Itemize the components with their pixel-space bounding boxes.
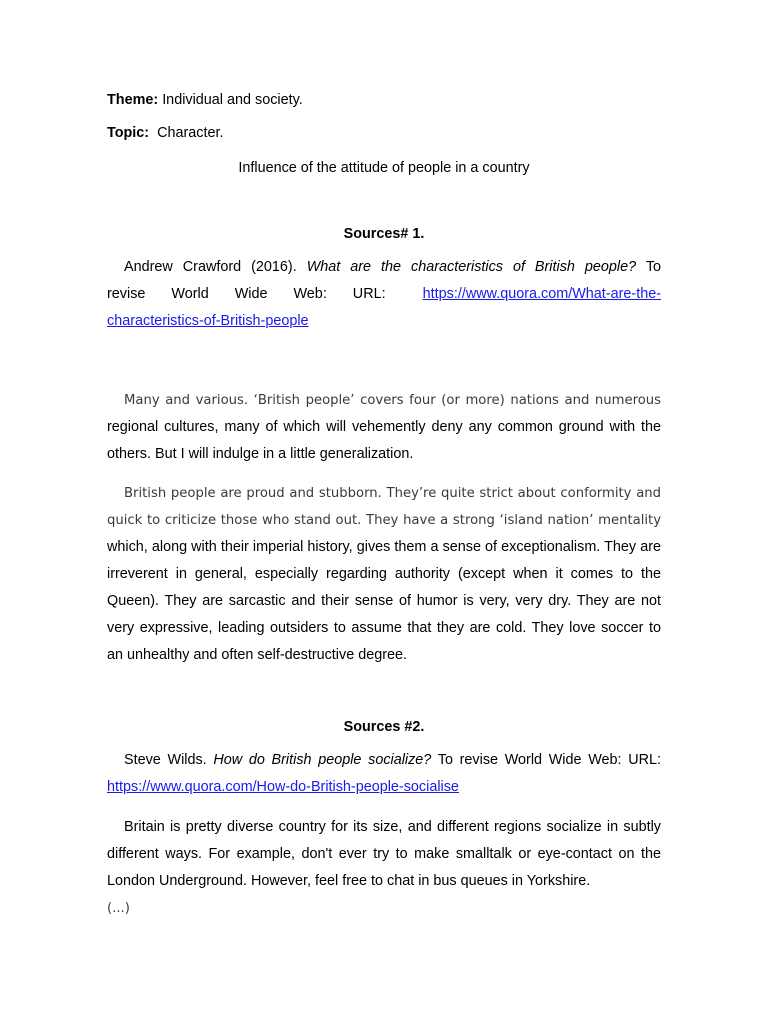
source2-heading [107,718,661,736]
source1-para2-soft [107,480,661,534]
source1-citation-line2 [107,281,661,308]
source1-para2-soft-text: British people are proud and stubborn. They’re quite strict about conformity and quick to criticize those who stand out. They have a strong ‘island nation’ mentality [107,486,661,528]
theme-line [107,91,303,109]
source2-author: Steve Wilds. [124,752,207,768]
theme-label: Theme: [107,92,159,108]
source1-url-link-part1[interactable]: https://www.quora.com/What-are-the- [422,286,661,302]
topic-label: Topic: [107,125,150,141]
source2-ellipsis: (...) [107,901,130,916]
source2-citation [107,747,661,801]
topic-line [107,124,224,142]
source1-para1-rest: regional cultures, many of which will vehemently deny any common ground with the others. But I will indulge in a little generalization. [107,419,661,462]
source1-heading-text: Sources# 1. [343,226,425,242]
topic-value: Character. [157,125,224,141]
source2-paragraph [107,814,661,922]
source1-paragraph-2 [107,480,661,669]
source1-citation-line1 [107,254,661,281]
source2-para-text: Britain is pretty diverse country for its size, and different regions socialize in subtly different ways. For example, don't ever try to make smalltalk or eye-contact on the London Underground. However, feel free to chat in bus queues in Yorkshire. [107,819,661,889]
source1-revise-b [107,281,389,308]
source2-citation-line1 [107,747,661,774]
source1-paragraph-1 [107,387,661,468]
source1-para1-soft [107,387,661,414]
source1-citation [107,254,661,335]
source1-revise-b-text: revise World Wide Web: URL: [107,286,386,302]
source2-heading-text: Sources #2. [343,719,425,735]
theme-value: Individual and society. [162,92,303,108]
source1-url-link-part2[interactable]: characteristics-of-British-people [107,313,309,329]
source1-para2-rest: which, along with their imperial history, gives them a sense of exceptionalism. They are irreverent in general, especially regarding authority (except when it comes to the Queen). They are sarcastic and their sense of humor is very, very dry. They are not very expressive, leading outsiders to assume that they are cold. They love soccer to an unhealthy and often self-destructive degree. [107,539,661,663]
source2-revise: To revise World Wide Web: URL: [437,752,661,768]
source1-title: What are the characteristics of British people? [306,259,637,275]
source1-citation-line3 [107,308,661,335]
source1-heading [107,225,661,243]
source2-citation-line2 [107,774,661,801]
document-subtitle: Influence of the attitude of people in a country [238,160,530,176]
source1-revise-a: To [645,259,662,275]
source2-title: How do British people socialize? [213,752,432,768]
source1-author: Andrew Crawford (2016). [124,259,297,275]
source1-para1-soft-text: Many and various. ‘British people’ covers four (or more) nations and numerous [124,393,661,408]
source2-url-link[interactable]: https://www.quora.com/How-do-British-people-socialise [107,779,459,795]
